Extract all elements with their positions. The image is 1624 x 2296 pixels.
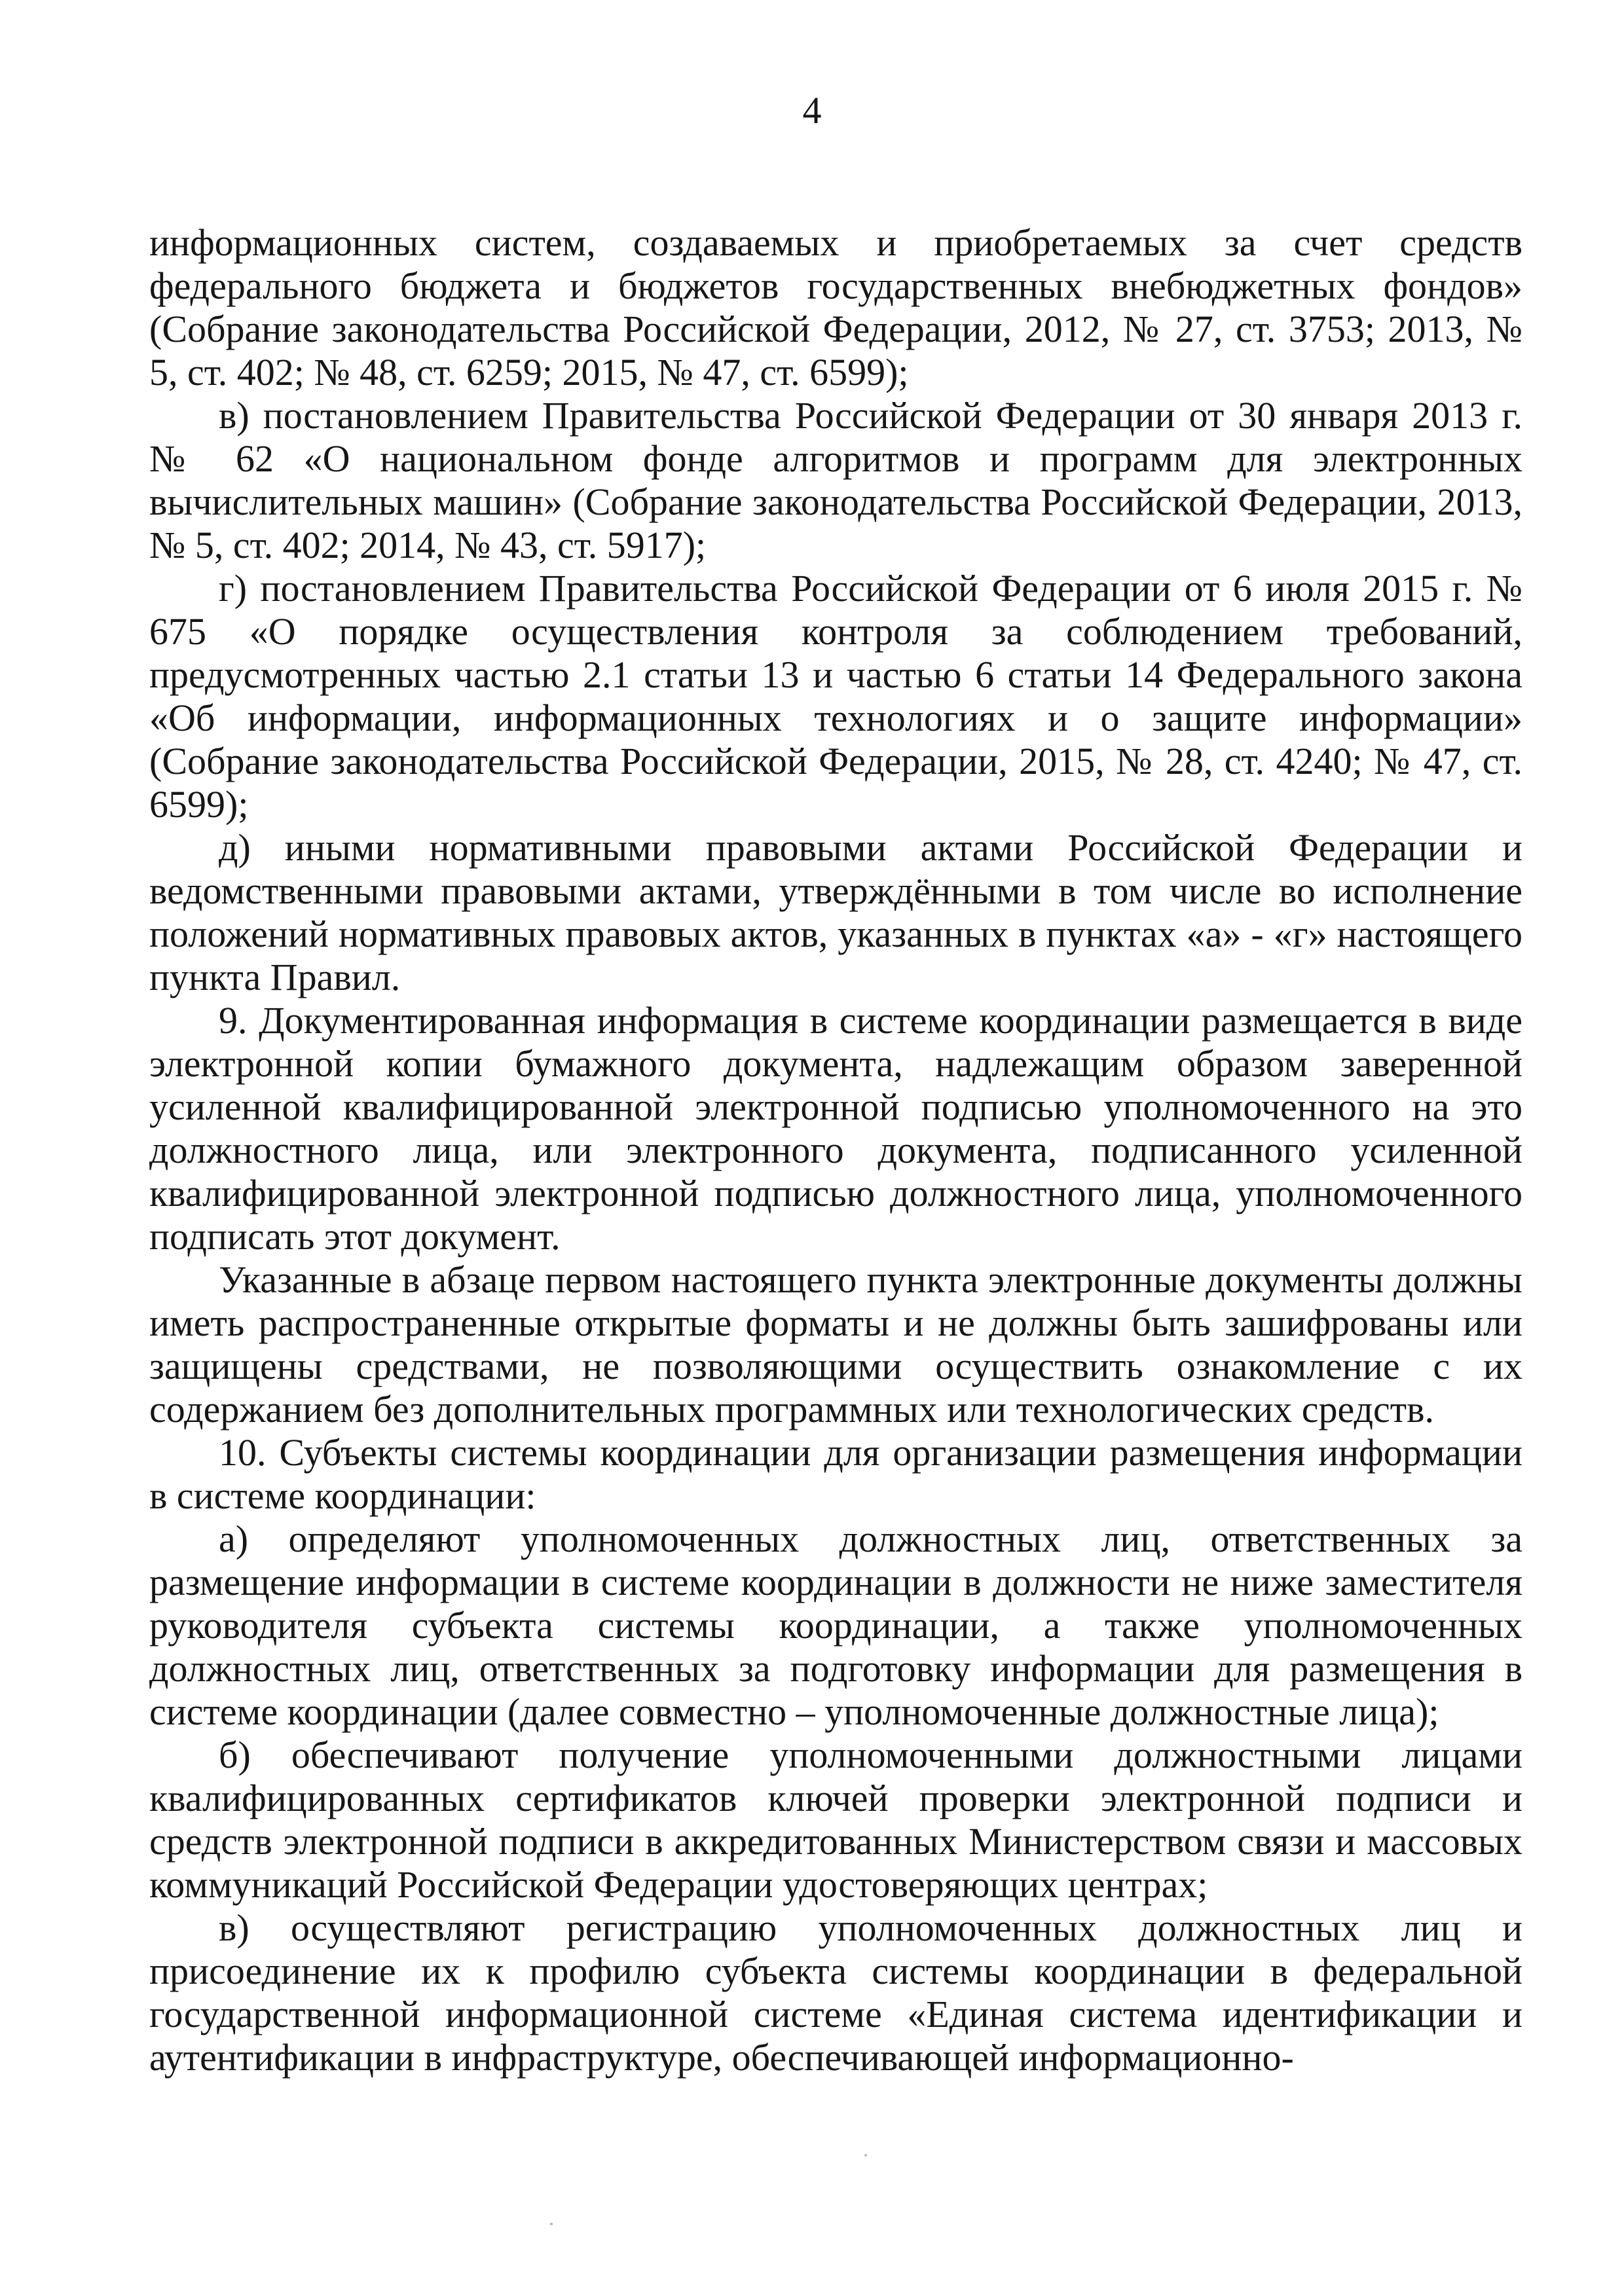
paragraph-clause-10-item-v: в) осуществляют регистрацию уполномоченных должностных лиц и присоединение их к профилю субъекта системы координации в федеральной государственной информационной системе «Единая система идентификации и аутентификации в инфраструктуре, обеспечивающей информационно- [149,1906,1522,2079]
paragraph-item-g: г) постановлением Правительства Российской Федерации от 6 июля 2015 г. № 675 «О порядке осуществления контроля за соблюдением требований, предусмотренных частью 2.1 статьи 13 и частью 6 статьи 14 Федерального закона «Об информации, информационных технологиях и о защите информации» (Собрание законодательства Российской Федерации, 2015, № 28, ст. 4240; № 47, ст. 6599); [149,567,1522,826]
document-body [149,221,1522,2079]
paragraph-clause-10-item-a: а) определяют уполномоченных должностных лиц, ответственных за размещение информации в системе координации в должности не ниже заместителя руководителя субъекта системы координации, а также уполномоченных должностных лиц, ответственных за подготовку информации для размещения в системе координации (далее совместно – уполномоченные должностные лица); [149,1518,1522,1733]
paragraph-clause-9-part-2: Указанные в абзаце первом настоящего пункта электронные документы должны иметь распространенные открытые форматы и не должны быть зашифрованы или защищены средствами, не позволяющими осуществить ознакомление с их содержанием без дополнительных программных или технологических средств. [149,1258,1522,1430]
paragraph-item-v: в) постановлением Правительства Российской Федерации от 30 января 2013 г. № 62 «О национальном фонде алгоритмов и программ для электронных вычислительных машин» (Собрание законодательства Российской Федерации, 2013, № 5, ст. 402; 2014, № 43, ст. 5917); [149,394,1522,566]
paragraph-clause-9: 9. Документированная информация в системе координации размещается в виде электронной копии бумажного документа, надлежащим образом заверенной усиленной квалифицированной электронной подписью уполномоченного на это должностного лица, или электронного документа, подписанного усиленной квалифицированной электронной подписью должностного лица, уполномоченного подписать этот документ. [149,999,1522,1258]
paragraph-continuation: информационных систем, создаваемых и приобретаемых за счет средств федерального бюджета и бюджетов государственных внебюджетных фондов» (Собрание законодательства Российской Федерации, 2012, № 27, ст. 3753; 2013, № 5, ст. 402; № 48, ст. 6259; 2015, № 47, ст. 6599); [149,221,1522,393]
scan-speck [550,2223,553,2225]
paragraph-item-d: д) иными нормативными правовыми актами Российской Федерации и ведомственными правовыми актами, утверждёнными в том числе во исполнение положений нормативных правовых актов, указанных в пунктах «а» - «г» настоящего пункта Правил. [149,826,1522,998]
paragraph-clause-10: 10. Субъекты системы координации для организации размещения информации в системе координации: [149,1431,1522,1517]
paragraph-clause-10-item-b: б) обеспечивают получение уполномоченными должностными лицами квалифицированных сертификатов ключей проверки электронной подписи и средств электронной подписи в аккредитованных Министерством связи и массовых коммуникаций Российской Федерации удостоверяющих центрах; [149,1734,1522,1906]
scan-speck [864,2154,867,2157]
page-number: 4 [802,89,822,132]
